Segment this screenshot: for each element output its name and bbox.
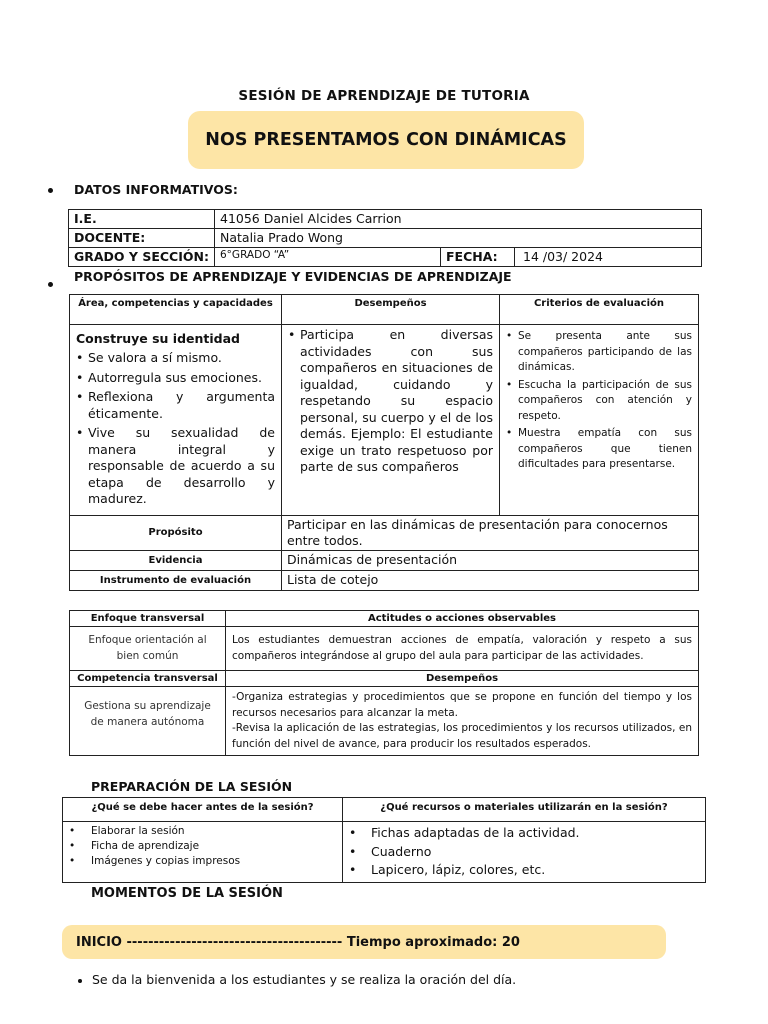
fecha-value: 14 /03/ 2024 xyxy=(515,248,702,267)
criterios-cell xyxy=(500,325,699,516)
ie-label: I.E. xyxy=(69,210,215,229)
welcome-text: Se da la bienvenida a los estudiantes y se realiza la oración del día. xyxy=(92,972,517,987)
col-criterios: Criterios de evaluación xyxy=(500,295,699,325)
area-cell xyxy=(70,325,282,516)
docente-value: Natalia Prado Wong xyxy=(215,229,702,248)
col-comp-desempenos: Desempeños xyxy=(226,671,699,687)
competencia-text xyxy=(226,687,699,756)
enfoque-name: Enfoque orientación al bien común xyxy=(70,627,226,671)
recurso-item: • Cuaderno xyxy=(349,843,699,862)
datos-heading: DATOS INFORMATIVOS: xyxy=(74,182,238,197)
proposito-value: Participar en las dinámicas de presentación para conocernos entre todos. xyxy=(282,515,699,550)
col-recursos: ¿Qué recursos o materiales utilizarán en la sesión? xyxy=(343,798,706,822)
instrumento-value: Lista de cotejo xyxy=(282,570,699,590)
recurso-item: • Lapicero, lápiz, colores, etc. xyxy=(349,861,699,880)
ie-value: 41056 Daniel Alcides Carrion xyxy=(215,210,702,229)
col-antes: ¿Qué se debe hacer antes de la sesión? xyxy=(63,798,343,822)
antes-item: • Ficha de aprendizaje xyxy=(69,839,336,854)
momentos-heading: MOMENTOS DE LA SESIÓN xyxy=(91,886,283,901)
bullet-icon xyxy=(78,979,82,983)
grado-value: 6°GRADO “A” xyxy=(215,248,441,267)
capacidad-item: • Se valora a sí mismo. xyxy=(76,350,275,367)
capacidad-item: • Reflexiona y argumenta éticamente. xyxy=(76,389,275,422)
bullet-icon xyxy=(48,188,53,193)
criterio-item: • Muestra empatía con sus compañeros que tienen dificultades para presentarse. xyxy=(506,426,692,473)
main-title: NOS PRESENTAMOS CON DINÁMICAS xyxy=(188,111,584,169)
criterio-item: • Se presenta ante sus compañeros participando de las dinámicas. xyxy=(506,329,692,376)
propositos-table xyxy=(69,294,699,591)
col-area: Área, competencias y capacidades xyxy=(70,295,282,325)
preparacion-table xyxy=(62,797,706,883)
antes-item: • Imágenes y copias impresos xyxy=(69,854,336,869)
capacidad-item: • Autorregula sus emociones. xyxy=(76,370,275,387)
instrumento-label: Instrumento de evaluación xyxy=(70,570,282,590)
competencia-title: Construye su identidad xyxy=(76,331,241,346)
antes-item: • Elaborar la sesión xyxy=(69,824,336,839)
competencia-desempeno: -Revisa la aplicación de las estrategias, los procedimientos y los recursos utilizados, en función del nivel de avance, para producir los resultados esperados. xyxy=(232,722,692,750)
capacidad-item: • Vive su sexualidad de manera integral y responsable de acuerdo a su etapa de desarrollo y madurez. xyxy=(76,425,275,508)
preparacion-heading: PREPARACIÓN DE LA SESIÓN xyxy=(91,779,293,794)
evidencia-label: Evidencia xyxy=(70,550,282,570)
grado-label: GRADO Y SECCIÓN: xyxy=(69,248,215,267)
col-enfoque: Enfoque transversal xyxy=(70,611,226,627)
antes-cell xyxy=(63,822,343,883)
desempeno-item: • Participa en diversas actividades con sus compañeros en situaciones de igualdad, cuidando y respetando su espacio personal, su cuerpo y el de los demás. Ejemplo: El estudiante exige un trato respetuoso por parte de sus compañeros xyxy=(288,327,493,476)
fecha-label: FECHA: xyxy=(441,248,515,267)
col-actitudes: Actitudes o acciones observables xyxy=(226,611,699,627)
datos-table xyxy=(68,209,702,267)
competencia-name: Gestiona su aprendizaje de manera autónoma xyxy=(70,687,226,756)
col-competencia: Competencia transversal xyxy=(70,671,226,687)
session-title: SESIÓN DE APRENDIZAJE DE TUTORIA xyxy=(238,88,530,104)
recurso-item: • Fichas adaptadas de la actividad. xyxy=(349,824,699,843)
col-desempenos: Desempeños xyxy=(282,295,500,325)
desempeno-cell xyxy=(282,325,500,516)
inicio-bar: INICIO ---------------------------------------- Tiempo aproximado: 20 xyxy=(62,925,666,959)
criterio-item: • Escucha la participación de sus compañeros con atención y respeto. xyxy=(506,378,692,425)
evidencia-value: Dinámicas de presentación xyxy=(282,550,699,570)
propositos-heading: PROPÓSITOS DE APRENDIZAJE Y EVIDENCIAS DE APRENDIZAJE xyxy=(74,269,512,284)
recursos-cell xyxy=(343,822,706,883)
proposito-label: Propósito xyxy=(70,515,282,550)
competencia-desempeno: -Organiza estrategias y procedimientos que se propone en función del tiempo y los recursos necesarios para alcanzar la meta. xyxy=(232,691,692,719)
enfoque-table xyxy=(69,610,699,756)
docente-label: DOCENTE: xyxy=(69,229,215,248)
bullet-icon xyxy=(48,282,53,287)
enfoque-text: Los estudiantes demuestran acciones de empatía, valoración y respeto a sus compañeros integrándose al grupo del aula para participar de las actividades. xyxy=(226,627,699,671)
